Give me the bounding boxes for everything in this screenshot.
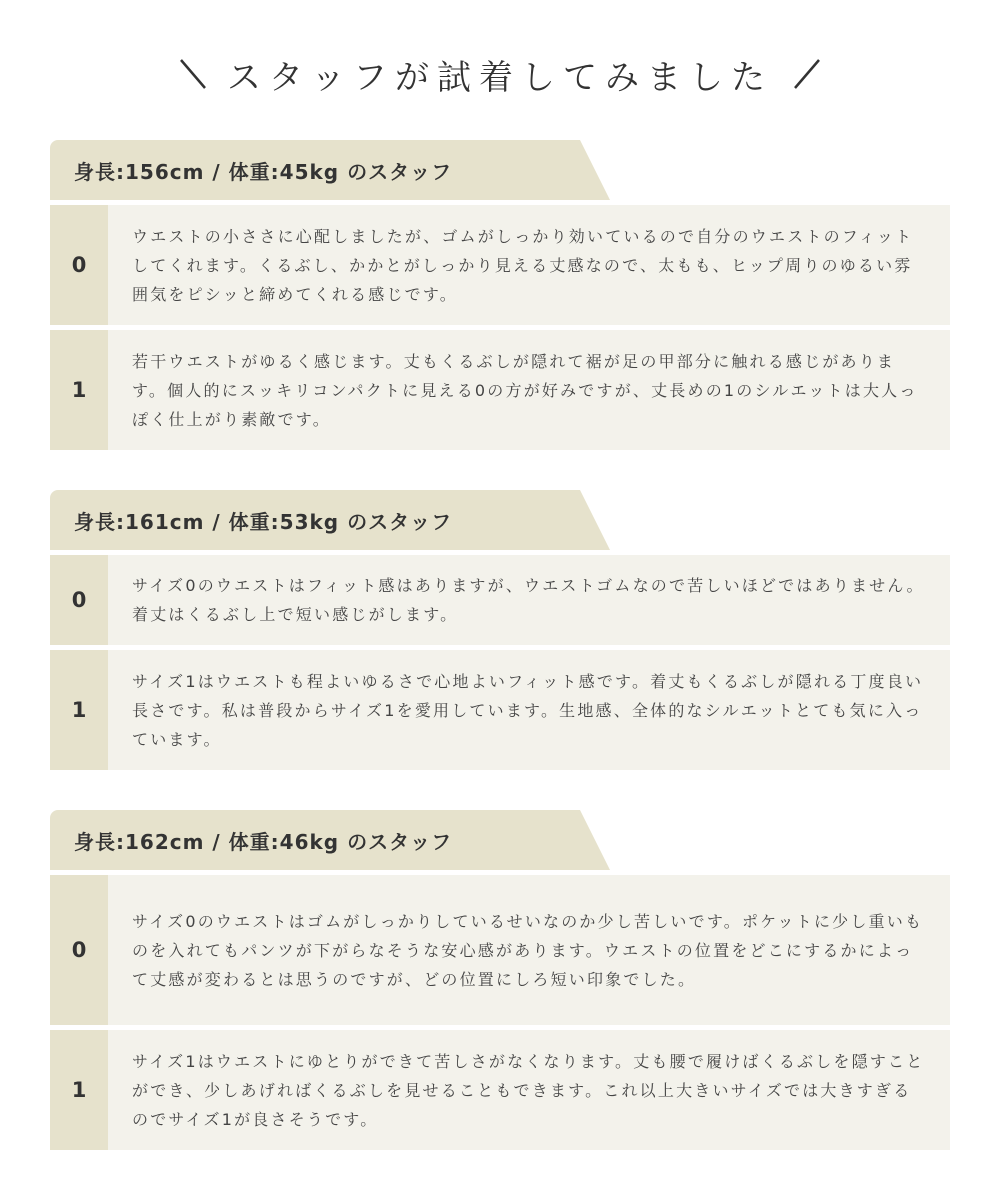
size-review-row	[50, 205, 950, 325]
staff-header-text: 身長:156cm / 体重:45kg のスタッフ	[74, 159, 453, 184]
review-text: サイズ1はウエストも程よいゆるさで心地よいフィット感です。着丈もくるぶしが隠れる丁度良い長さです。私は普段からサイズ1を愛用しています。生地感、全体的なシルエットとても気に入っています。	[132, 671, 924, 749]
staff-header-tab	[50, 140, 580, 200]
size-label: 1	[50, 650, 108, 770]
tab-slant-decoration	[580, 810, 610, 870]
tab-slant-decoration	[580, 140, 610, 200]
review-text: サイズ1はウエストにゆとりができて苦しさがなくなります。丈も腰で履けばくるぶしを隠すことができ、少しあげればくるぶしを見せることもできます。これ以上大きいサイズでは大きすぎるのでサイズ1が良さそうです。	[132, 1051, 925, 1129]
review-text: サイズ0のウエストはゴムがしっかりしているせいなのか少し苦しいです。ポケットに少し重いものを入れてもパンツが下がらなそうな安心感があります。ウエストの位置をどこにするかによって丈感が変わるとは思うのですが、どの位置にしろ短い印象でした。	[132, 911, 924, 989]
review-text: サイズ0のウエストはフィット感はありますが、ウエストゴムなので苦しいほどではありません。着丈はくるぶし上で短い感じがします。	[132, 576, 925, 624]
backslash-decoration-icon	[173, 54, 213, 94]
staff-header-tab	[50, 810, 580, 870]
staff-review-section	[50, 490, 950, 770]
staff-review-section	[50, 140, 950, 450]
size-review-row	[50, 1030, 950, 1150]
review-text: 若干ウエストがゆるく感じます。丈もくるぶしが隠れて裾が足の甲部分に触れる感じがあります。個人的にスッキリコンパクトに見える0の方が好みですが、丈長めの1のシルエットは大人っぽく仕上がり素敵です。	[132, 351, 918, 429]
size-review-row	[50, 330, 950, 450]
size-label: 0	[50, 555, 108, 645]
page-title	[0, 44, 1000, 104]
staff-header-text: 身長:161cm / 体重:53kg のスタッフ	[74, 509, 453, 534]
size-review-row	[50, 875, 950, 1025]
size-label: 1	[50, 1030, 108, 1150]
review-text: ウエストの小ささに心配しましたが、ゴムがしっかり効いているので自分のウエストのフィットしてくれます。くるぶし、かかとがしっかり見える丈感なので、太もも、ヒップ周りのゆるい雰囲気をピシッと締めてくれる感じです。	[132, 226, 914, 304]
size-review-row	[50, 555, 950, 645]
staff-header-tab	[50, 490, 580, 550]
tab-slant-decoration	[580, 490, 610, 550]
size-label: 1	[50, 330, 108, 450]
staff-header-text: 身長:162cm / 体重:46kg のスタッフ	[74, 829, 453, 854]
size-label: 0	[50, 875, 108, 1025]
size-review-row	[50, 650, 950, 770]
slash-decoration-icon	[787, 54, 827, 94]
page-title-text: スタッフが試着してみました	[227, 57, 773, 98]
size-label: 0	[50, 205, 108, 325]
staff-review-section	[50, 810, 950, 1150]
